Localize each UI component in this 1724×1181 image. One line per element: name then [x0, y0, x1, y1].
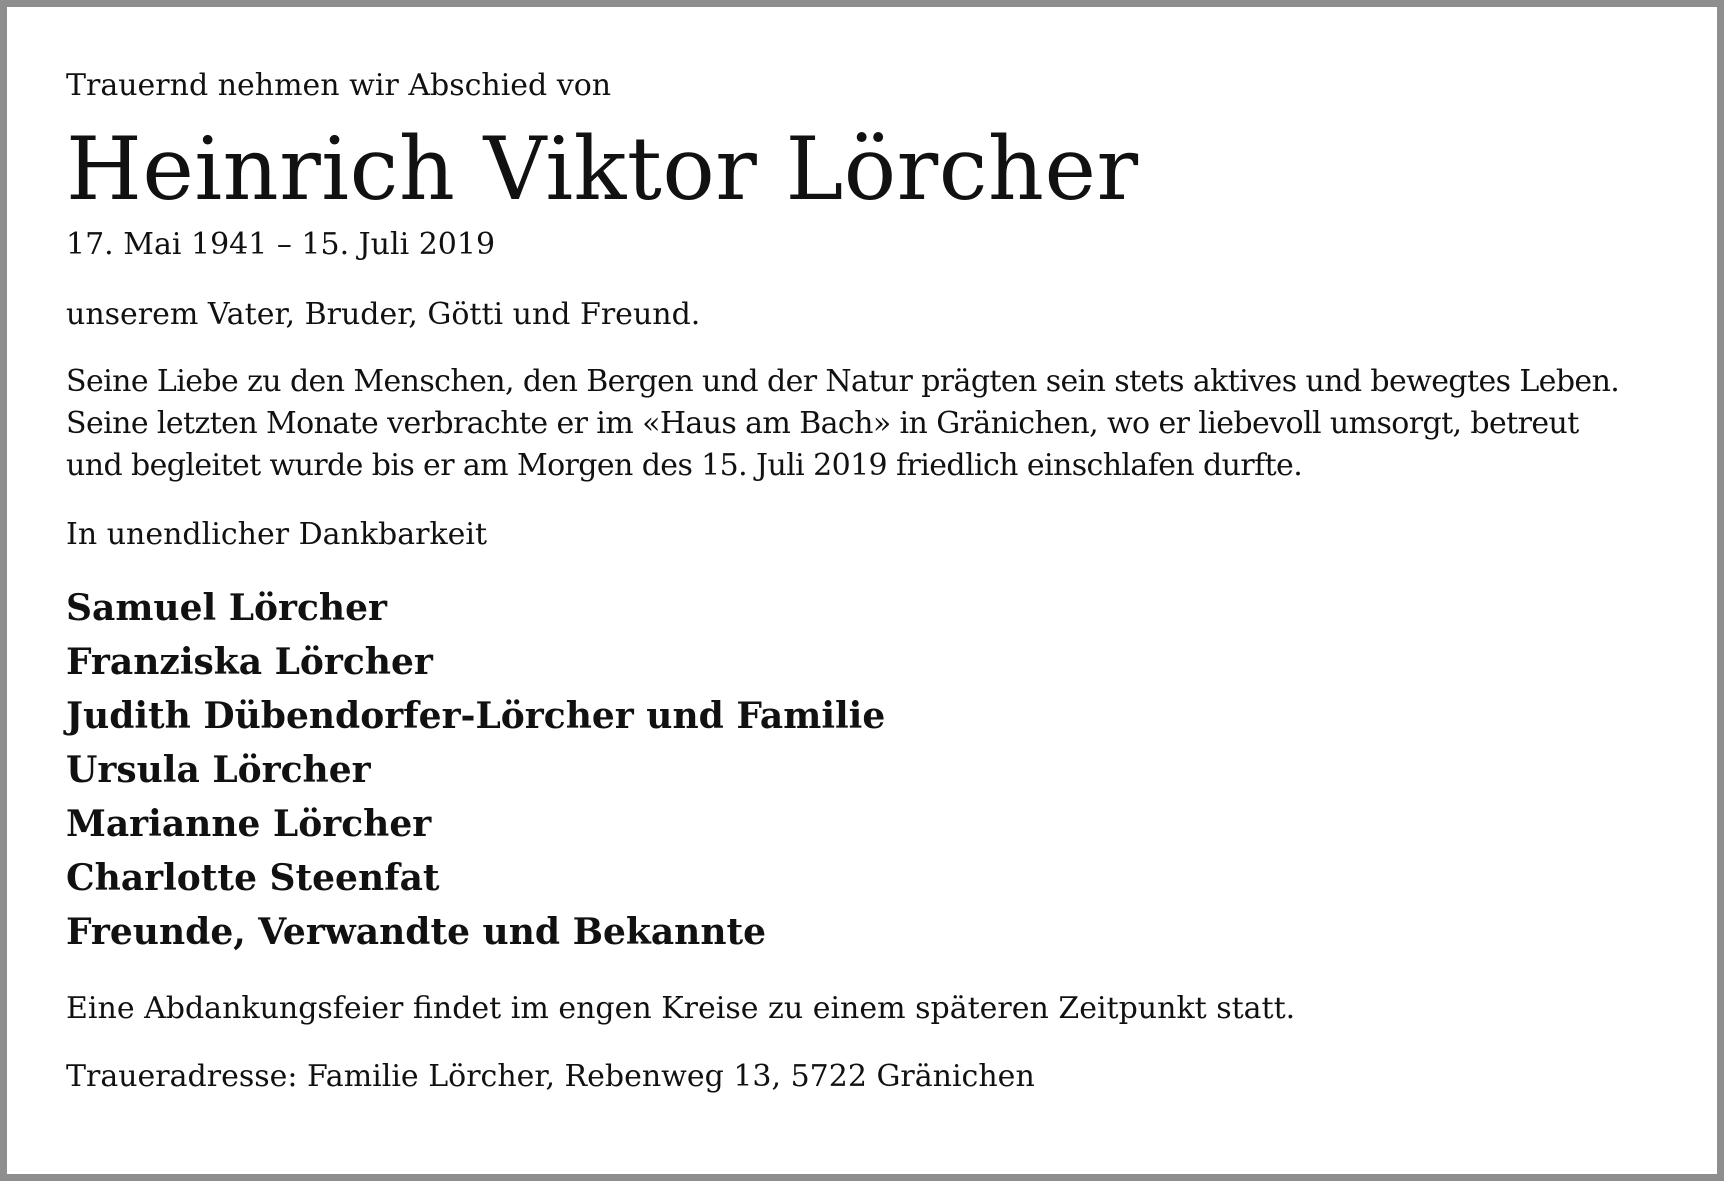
- mourner-name: Judith Dübendorfer-Lörcher und Familie: [66, 695, 886, 737]
- intro-text: Trauernd nehmen wir Abschied von: [66, 68, 612, 103]
- mourning-address: Traueradresse: Familie Lörcher, Rebenweg 13, 5722 Gränichen: [66, 1059, 1035, 1094]
- deceased-name: Heinrich Viktor Lörcher: [66, 118, 1139, 220]
- mourner-name: Franziska Lörcher: [66, 641, 433, 683]
- notice-content: [66, 65, 1686, 1097]
- mourner-name: Ursula Lörcher: [66, 749, 371, 791]
- relation-text: unserem Vater, Bruder, Götti und Freund.: [66, 297, 701, 332]
- thanks-text: In unendlicher Dankbarkeit: [66, 517, 488, 552]
- life-dates: 17. Mai 1941 – 15. Juli 2019: [66, 227, 496, 262]
- mourners-list: [66, 581, 1686, 959]
- mourner-name: Marianne Lörcher: [66, 803, 432, 845]
- tribute-paragraph: [66, 361, 1686, 487]
- mourner-name: Charlotte Steenfat: [66, 857, 440, 899]
- tribute-line: Seine Liebe zu den Menschen, den Bergen und der Natur prägten sein stets aktives und bewegtes Leben.: [66, 364, 1620, 399]
- ceremony-text: Eine Abdankungsfeier findet im engen Kreise zu einem späteren Zeitpunkt statt.: [66, 991, 1296, 1026]
- mourner-name: Samuel Lörcher: [66, 587, 387, 629]
- tribute-line: Seine letzten Monate verbrachte er im «Haus am Bach» in Gränichen, wo er liebevoll umsorgt, betreut: [66, 406, 1579, 441]
- mourner-name: Freunde, Verwandte und Bekannte: [66, 911, 767, 953]
- tribute-line: und begleitet wurde bis er am Morgen des 15. Juli 2019 friedlich einschlafen durfte.: [66, 448, 1303, 483]
